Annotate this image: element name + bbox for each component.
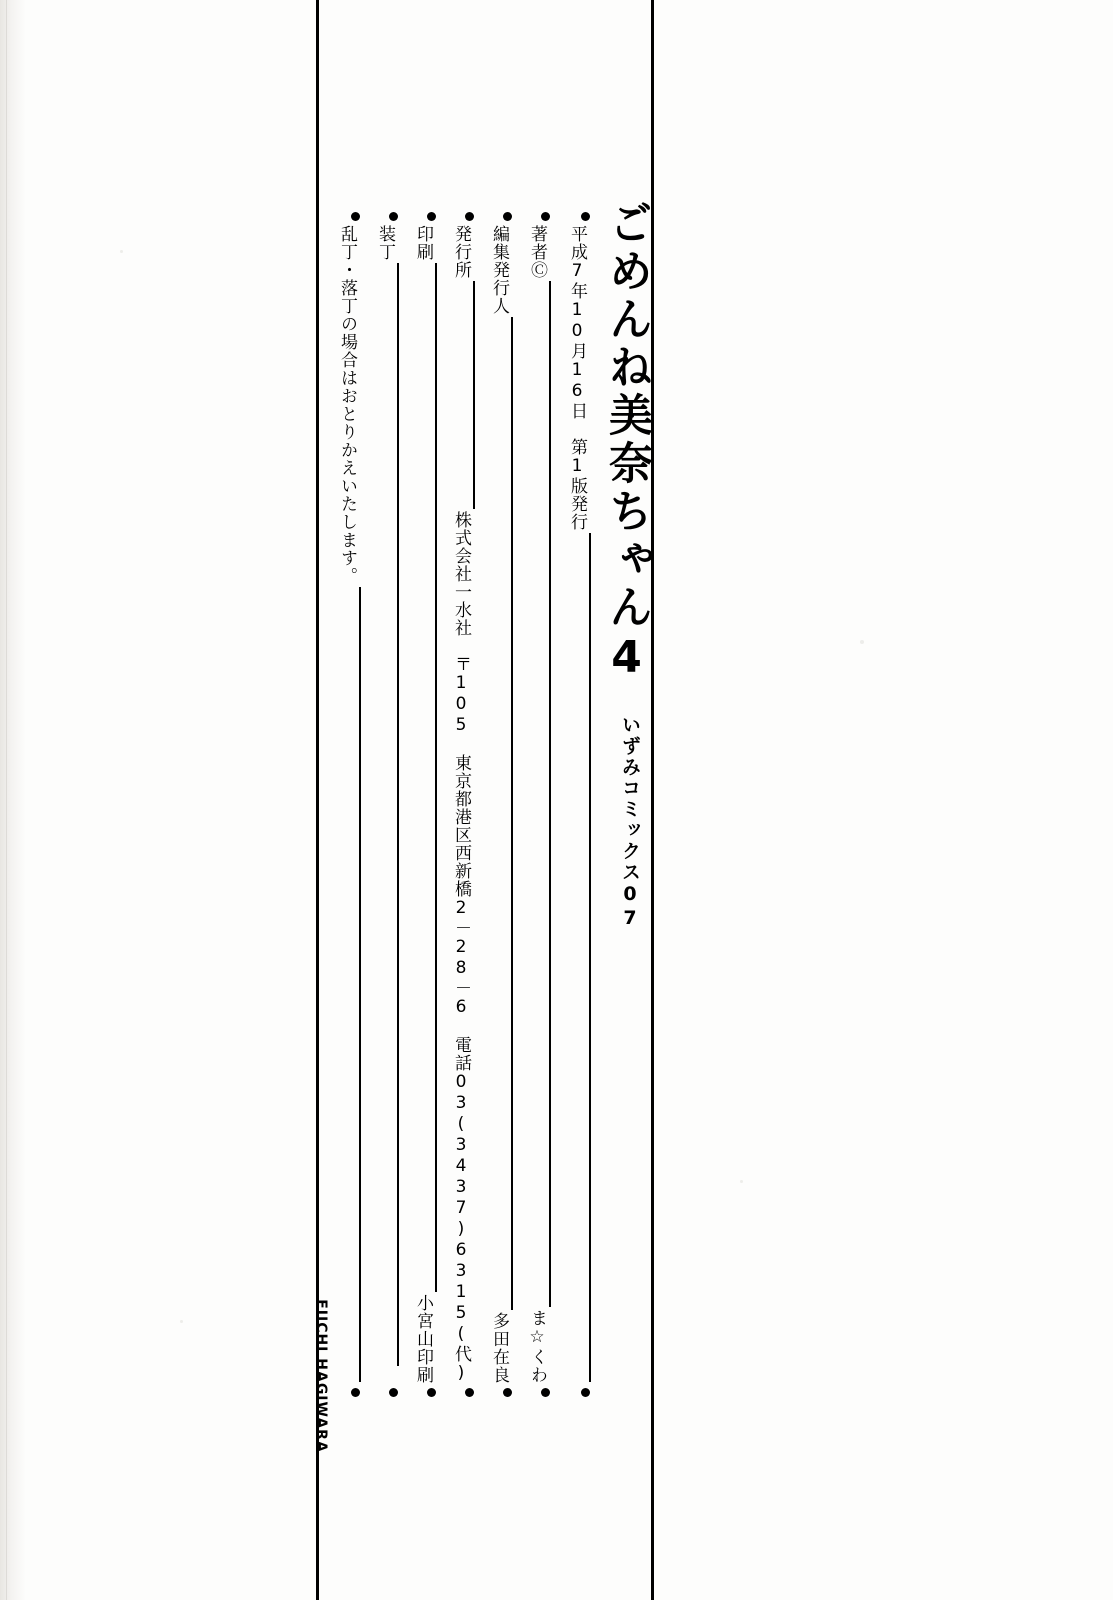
author-value: ま☆くわ (527, 1309, 547, 1384)
bullet-icon (465, 1388, 474, 1397)
bullet-icon (389, 212, 398, 221)
scan-edge-line (6, 0, 7, 1600)
printing-value: 小宮山印刷 (413, 1294, 433, 1384)
editor-publisher-value: 多田在良 (489, 1312, 509, 1384)
colophon-line-defect-notice (330, 212, 360, 1397)
bullet-icon (389, 1388, 398, 1397)
paper-speck (860, 640, 864, 644)
colophon-line-editor-publisher (482, 212, 512, 1397)
paper-speck (740, 1180, 743, 1183)
scan-edge-shadow (0, 0, 26, 1600)
binding-design-label: 装丁 (375, 225, 395, 261)
bullet-icon (351, 212, 360, 221)
bullet-icon (503, 212, 512, 221)
publisher-label: 発行所 (451, 225, 471, 279)
author-label: 著者Ⓒ (527, 225, 547, 279)
colophon-line-printing (406, 212, 436, 1397)
colophon-block (313, 0, 654, 1600)
publisher-value: 株式会社一水社 〒105 東京都港区西新橋2－28－6 電話03(3437)6315(代) (451, 511, 471, 1384)
colophon-line-publication-date (560, 212, 590, 1397)
page-title: ごめんね美奈ちゃん4 (601, 200, 652, 687)
binding-design-value: EIICHI HAGIWARA (313, 1299, 330, 1453)
colophon-line-publisher (444, 212, 474, 1397)
paper-speck (120, 250, 123, 253)
editor-publisher-label: 編集発行人 (489, 225, 509, 315)
defect-notice-text: 乱丁・落丁の場合はおとりかえいたします。 (337, 225, 357, 585)
publication-date-label: 平成7年10月16日 第1版発行 (567, 225, 587, 531)
bullet-icon (427, 1388, 436, 1397)
bullet-icon (581, 1388, 590, 1397)
bullet-icon (465, 212, 474, 221)
page-subtitle: いずみコミックス07 (619, 715, 641, 931)
bullet-icon (581, 212, 590, 221)
bullet-icon (427, 212, 436, 221)
printing-label: 印刷 (413, 225, 433, 261)
bullet-icon (541, 212, 550, 221)
paper-speck (180, 1320, 183, 1323)
bullet-icon (351, 1388, 360, 1397)
colophon-line-author (520, 212, 550, 1397)
bullet-icon (503, 1388, 512, 1397)
bullet-icon (541, 1388, 550, 1397)
